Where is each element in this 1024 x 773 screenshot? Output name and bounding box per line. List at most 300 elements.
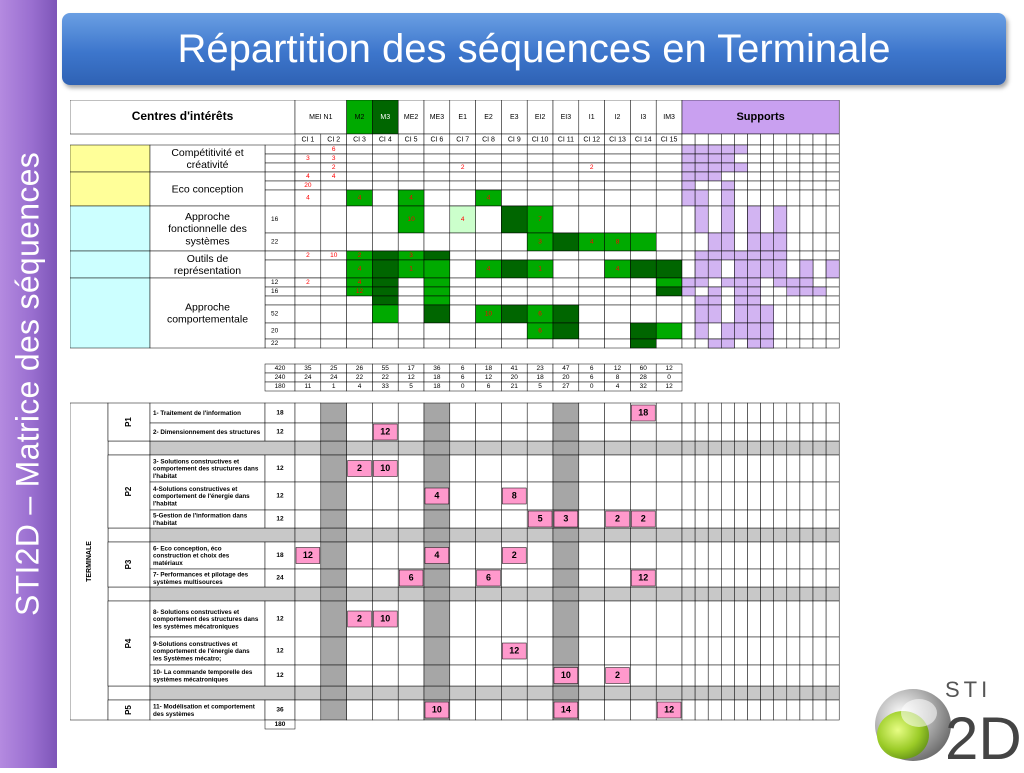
- matrix-cell: [656, 172, 682, 181]
- matrix-cell: [630, 296, 656, 305]
- support-cell: [800, 665, 813, 686]
- support-cell: [774, 542, 787, 569]
- separator-cell: [787, 528, 800, 542]
- ci-header-label: CI 11: [557, 136, 575, 144]
- sequence-cell: [476, 665, 502, 686]
- total-hours-label: 420: [274, 365, 286, 373]
- support-cell: [761, 172, 774, 181]
- hours-label: 12: [271, 279, 279, 287]
- separator-cell: [372, 686, 398, 700]
- matrix-cell: [527, 296, 553, 305]
- support-cell: [813, 601, 826, 637]
- supports-sub-cell: [826, 134, 839, 145]
- matrix-cell: [450, 296, 476, 305]
- group-color-cell: [70, 145, 150, 172]
- sequence-cell: [295, 455, 321, 482]
- matrix-value-label: 4: [357, 265, 362, 273]
- total-label: 4: [615, 383, 620, 391]
- support-cell: [761, 190, 774, 206]
- sequence-cell: [553, 637, 579, 665]
- separator-cell: [424, 528, 450, 542]
- support-mark: [695, 305, 708, 323]
- support-cell: [682, 403, 695, 423]
- sequence-value-label: 5: [537, 513, 543, 524]
- separator-cell: [321, 528, 347, 542]
- matrix-value-label: 10: [484, 310, 493, 318]
- separator-cell: [630, 686, 656, 700]
- sequence-cell: [450, 665, 476, 686]
- hours-cell: [265, 323, 295, 339]
- matrix-value-label: 4: [331, 173, 336, 181]
- sequence-cell: [347, 423, 373, 441]
- total-label: 6: [589, 374, 594, 382]
- sequence-cell: [295, 482, 321, 510]
- sequence-cell: [295, 423, 321, 441]
- matrix-value-label: 10: [330, 252, 338, 260]
- total-label: 6: [589, 365, 594, 373]
- support-cell: [826, 305, 839, 323]
- sequence-label: 7- Performances et pilotage des systèmes multisources: [153, 571, 249, 586]
- sequence-cell: [630, 601, 656, 637]
- support-cell: [682, 323, 695, 339]
- matrix-cell: [605, 296, 631, 305]
- matrix-cell: [450, 154, 476, 163]
- support-cell: [774, 700, 787, 720]
- matrix-cell: [553, 190, 579, 206]
- sequence-cell: [656, 601, 682, 637]
- support-cell: [813, 542, 826, 569]
- separator-cell: [734, 441, 747, 455]
- support-cell: [813, 296, 826, 305]
- sequence-cell: [347, 700, 373, 720]
- support-cell: [826, 251, 839, 260]
- support-cell: [787, 296, 800, 305]
- group-color-cell: [70, 278, 150, 348]
- matrix-cell: [527, 190, 553, 206]
- support-mark: [682, 145, 695, 154]
- sequence-cell: [501, 423, 527, 441]
- matrix-cell: [295, 323, 321, 339]
- matrix-cell: [656, 154, 682, 163]
- column-header-label: ME2: [403, 113, 419, 121]
- separator-cell: [295, 441, 321, 455]
- sequence-cell: [605, 403, 631, 423]
- matrix-cell: [579, 305, 605, 323]
- support-cell: [682, 601, 695, 637]
- matrix-cell: [527, 181, 553, 190]
- support-mark: [813, 287, 826, 296]
- matrix-cell: [476, 145, 502, 154]
- support-cell: [826, 323, 839, 339]
- separator-cell: [734, 587, 747, 601]
- column-header-label: IM3: [663, 113, 675, 121]
- matrix-value-label: 2: [357, 252, 362, 260]
- sequence-hours-label: 12: [276, 515, 284, 523]
- sequence-value-label: 4: [434, 549, 440, 560]
- matrix-cell: [553, 296, 579, 305]
- matrix-cell: [605, 305, 631, 323]
- separator-cell: [682, 587, 695, 601]
- support-cell: [695, 637, 708, 665]
- separator-cell: [527, 686, 553, 700]
- support-cell: [787, 145, 800, 154]
- matrix-value-label: 4: [306, 194, 310, 202]
- separator-cell: [476, 587, 502, 601]
- support-cell: [708, 482, 721, 510]
- matrix-value-label: 3: [538, 238, 542, 246]
- support-cell: [774, 482, 787, 510]
- support-cell: [774, 403, 787, 423]
- sequence-cell: [398, 665, 424, 686]
- support-mark: [721, 154, 734, 163]
- support-mark: [695, 163, 708, 172]
- support-cell: [721, 542, 734, 569]
- support-cell: [695, 403, 708, 423]
- sequence-cell: [476, 423, 502, 441]
- sequence-cell: [630, 637, 656, 665]
- matrix-value-cell: [630, 233, 656, 251]
- matrix-cell: [630, 251, 656, 260]
- matrix-cell: [398, 323, 424, 339]
- support-mark: [708, 145, 721, 154]
- separator-cell: [682, 686, 695, 700]
- sequence-cell: [424, 455, 450, 482]
- total-label: 12: [665, 365, 673, 373]
- column-header-label: EI3: [560, 113, 572, 121]
- supports-sub-cell: [734, 134, 747, 145]
- group-color-cell: [70, 172, 150, 206]
- sequence-cell: [527, 482, 553, 510]
- support-cell: [787, 251, 800, 260]
- matrix-cell: [450, 260, 476, 278]
- sequence-cell: [605, 482, 631, 510]
- matrix-cell: [501, 154, 527, 163]
- matrix-cell: [347, 181, 373, 190]
- sequence-cell: [450, 455, 476, 482]
- support-cell: [813, 510, 826, 528]
- separator-cell: [695, 528, 708, 542]
- support-mark: [708, 251, 721, 260]
- total-label: 6: [460, 365, 465, 373]
- support-cell: [774, 569, 787, 587]
- hours-cell: [265, 305, 295, 323]
- support-cell: [761, 287, 774, 296]
- sequence-cell: [605, 569, 631, 587]
- support-cell: [761, 455, 774, 482]
- group-color-cell: [70, 206, 150, 251]
- sequence-cell: [656, 637, 682, 665]
- support-cell: [748, 145, 761, 154]
- sequence-cell: [398, 455, 424, 482]
- bottom-total-label: 180: [274, 721, 286, 729]
- support-cell: [800, 305, 813, 323]
- support-cell: [748, 542, 761, 569]
- support-mark: [787, 287, 800, 296]
- sequence-cell: [553, 423, 579, 441]
- support-cell: [721, 287, 734, 296]
- sequence-cell: [527, 403, 553, 423]
- support-cell: [800, 145, 813, 154]
- support-mark: [695, 172, 708, 181]
- sequence-cell: [656, 542, 682, 569]
- matrix-cell: [656, 181, 682, 190]
- separator-period-cell: [108, 528, 150, 542]
- matrix-cell: [553, 172, 579, 181]
- support-cell: [761, 296, 774, 305]
- support-cell: [826, 455, 839, 482]
- support-cell: [826, 569, 839, 587]
- sequence-cell: [321, 423, 347, 441]
- centres-header-label: Centres d'intérêts: [131, 109, 234, 124]
- matrix-cell: [605, 190, 631, 206]
- sequence-cell: [605, 455, 631, 482]
- sequence-cell: [424, 665, 450, 686]
- separator-cell: [553, 528, 579, 542]
- sequence-hours-label: 12: [276, 615, 284, 623]
- supports-sub-cell: [748, 134, 761, 145]
- matrix-value-cell: [372, 251, 398, 260]
- sequence-value-label: 12: [638, 572, 649, 583]
- matrix-cell: [424, 190, 450, 206]
- support-mark: [761, 260, 774, 278]
- hours-label: 20: [271, 327, 279, 335]
- sequence-hours-label: 36: [276, 706, 284, 714]
- support-cell: [708, 665, 721, 686]
- support-cell: [800, 423, 813, 441]
- sequence-cell: [372, 637, 398, 665]
- support-cell: [813, 323, 826, 339]
- matrix-cell: [424, 206, 450, 233]
- matrix-cell: [372, 323, 398, 339]
- sequence-value-label: 14: [560, 704, 571, 715]
- period-label: P3: [124, 559, 134, 570]
- support-mark: [748, 305, 761, 323]
- support-cell: [813, 145, 826, 154]
- supports-sub-cell: [813, 134, 826, 145]
- sequence-cell: [321, 700, 347, 720]
- matrix-cell: [321, 260, 347, 278]
- support-cell: [734, 455, 747, 482]
- matrix-cell: [347, 339, 373, 348]
- matrix-value-cell: [372, 296, 398, 305]
- support-cell: [787, 172, 800, 181]
- sequence-label: 4-Solutions constructives et comportement de l'énergie dans l'habitat: [153, 485, 250, 508]
- matrix-cell: [605, 163, 631, 172]
- support-cell: [800, 163, 813, 172]
- matrix-value-label: 4: [306, 173, 310, 181]
- total-label: 18: [433, 383, 441, 391]
- support-mark: [761, 323, 774, 339]
- total-label: 6: [486, 383, 491, 391]
- support-cell: [787, 206, 800, 233]
- support-cell: [774, 510, 787, 528]
- matrix-value-cell: [424, 305, 450, 323]
- matrix-cell: [321, 278, 347, 287]
- matrix-cell: [656, 233, 682, 251]
- support-cell: [826, 637, 839, 665]
- matrix-cell: [295, 305, 321, 323]
- sequence-cell: [605, 423, 631, 441]
- total-hours-label: 180: [274, 383, 286, 391]
- sequence-cell: [579, 455, 605, 482]
- matrix-cell: [295, 260, 321, 278]
- matrix-cell: [527, 163, 553, 172]
- matrix-cell: [295, 163, 321, 172]
- sequence-cell: [527, 700, 553, 720]
- matrix-cell: [605, 287, 631, 296]
- separator-cell: [774, 686, 787, 700]
- hours-cell: [265, 163, 295, 172]
- sequence-value-label: 12: [380, 426, 391, 437]
- support-cell: [761, 163, 774, 172]
- ci-header-label: CI 6: [430, 136, 444, 144]
- support-cell: [761, 665, 774, 686]
- support-mark: [761, 233, 774, 251]
- total-label: 0: [589, 383, 594, 391]
- sequence-label: 10- La commande temporelle des systèmes mécatroniques: [153, 669, 253, 684]
- logo-top-text: STI: [945, 677, 992, 702]
- sidebar-title: STI2D – Matrice des séquences: [9, 151, 46, 617]
- support-cell: [774, 181, 787, 190]
- matrix-cell: [476, 251, 502, 260]
- matrix-cell: [605, 251, 631, 260]
- matrix-cell: [656, 296, 682, 305]
- sequence-cell: [553, 482, 579, 510]
- total-label: 12: [665, 383, 673, 391]
- hours-label: 22: [271, 238, 279, 246]
- support-mark: [761, 251, 774, 260]
- separator-cell: [774, 528, 787, 542]
- matrix-cell: [398, 181, 424, 190]
- support-cell: [774, 323, 787, 339]
- separator-cell: [372, 528, 398, 542]
- matrix-value-label: 6: [538, 310, 542, 318]
- support-cell: [774, 145, 787, 154]
- separator-cell: [347, 441, 373, 455]
- supports-sub-cell: [708, 134, 721, 145]
- support-cell: [721, 637, 734, 665]
- hours-label: 16: [271, 216, 279, 224]
- support-cell: [695, 482, 708, 510]
- support-cell: [826, 700, 839, 720]
- sequence-cell: [605, 542, 631, 569]
- sequence-value-label: 4: [434, 490, 440, 501]
- support-cell: [800, 323, 813, 339]
- group-label: Eco conception: [171, 183, 244, 196]
- matrix-cell: [579, 181, 605, 190]
- matrix-cell: [398, 154, 424, 163]
- support-cell: [787, 181, 800, 190]
- support-cell: [748, 510, 761, 528]
- support-mark: [800, 287, 813, 296]
- sequence-cell: [347, 569, 373, 587]
- support-cell: [787, 482, 800, 510]
- matrix-cell: [476, 278, 502, 287]
- matrix-cell: [553, 251, 579, 260]
- matrix-value-label: 4: [486, 194, 491, 202]
- sequence-cell: [424, 601, 450, 637]
- total-label: 5: [538, 383, 542, 391]
- matrix-value-label: 1: [409, 265, 413, 273]
- matrix-value-cell: [424, 296, 450, 305]
- matrix-cell: [398, 163, 424, 172]
- support-cell: [695, 665, 708, 686]
- matrix-cell: [553, 145, 579, 154]
- support-cell: [721, 260, 734, 278]
- total-label: 24: [304, 374, 312, 382]
- matrix-value-cell: [424, 251, 450, 260]
- matrix-value-cell: [656, 260, 682, 278]
- support-cell: [695, 287, 708, 296]
- support-mark: [721, 206, 734, 233]
- hours-cell: [265, 145, 295, 154]
- support-mark: [748, 296, 761, 305]
- support-cell: [800, 190, 813, 206]
- column-header-label: M3: [380, 113, 391, 121]
- separator-cell: [721, 528, 734, 542]
- total-label: 11: [304, 383, 312, 391]
- support-mark: [748, 251, 761, 260]
- support-mark: [774, 251, 787, 260]
- sequence-cell: [527, 542, 553, 569]
- column-header-label: E2: [484, 113, 493, 121]
- sequence-cell: [476, 455, 502, 482]
- sequence-cell: [630, 665, 656, 686]
- matrix-cell: [656, 163, 682, 172]
- support-mark: [748, 323, 761, 339]
- support-cell: [774, 601, 787, 637]
- total-label: 23: [536, 365, 544, 373]
- support-cell: [748, 601, 761, 637]
- support-mark: [721, 251, 734, 260]
- support-mark: [826, 260, 839, 278]
- support-mark: [708, 154, 721, 163]
- support-cell: [787, 323, 800, 339]
- support-mark: [695, 251, 708, 260]
- separator-cell: [295, 587, 321, 601]
- matrix-cell: [527, 278, 553, 287]
- sequence-cell: [605, 601, 631, 637]
- separator-cell: [656, 441, 682, 455]
- support-cell: [695, 569, 708, 587]
- sequence-cell: [321, 542, 347, 569]
- sequence-cell: [347, 637, 373, 665]
- total-label: 0: [667, 374, 671, 382]
- sequence-cell: [476, 403, 502, 423]
- support-cell: [748, 665, 761, 686]
- support-cell: [708, 181, 721, 190]
- support-cell: [721, 601, 734, 637]
- support-cell: [695, 455, 708, 482]
- support-cell: [734, 423, 747, 441]
- support-mark: [734, 251, 747, 260]
- matrix-cell: [476, 172, 502, 181]
- matrix-cell: [372, 154, 398, 163]
- sequence-value-label: 2: [614, 669, 621, 680]
- matrix-cell: [630, 305, 656, 323]
- support-cell: [748, 569, 761, 587]
- supports-sub-cell: [695, 134, 708, 145]
- support-cell: [800, 601, 813, 637]
- sequence-cell: [501, 700, 527, 720]
- ci-header-label: CI 14: [634, 136, 652, 144]
- separator-cell: [682, 528, 695, 542]
- total-label: 24: [330, 374, 338, 382]
- sequence-value-label: 2: [356, 613, 363, 624]
- hours-cell: [265, 154, 295, 163]
- matrix-value-cell: [424, 260, 450, 278]
- separator-cell: [424, 441, 450, 455]
